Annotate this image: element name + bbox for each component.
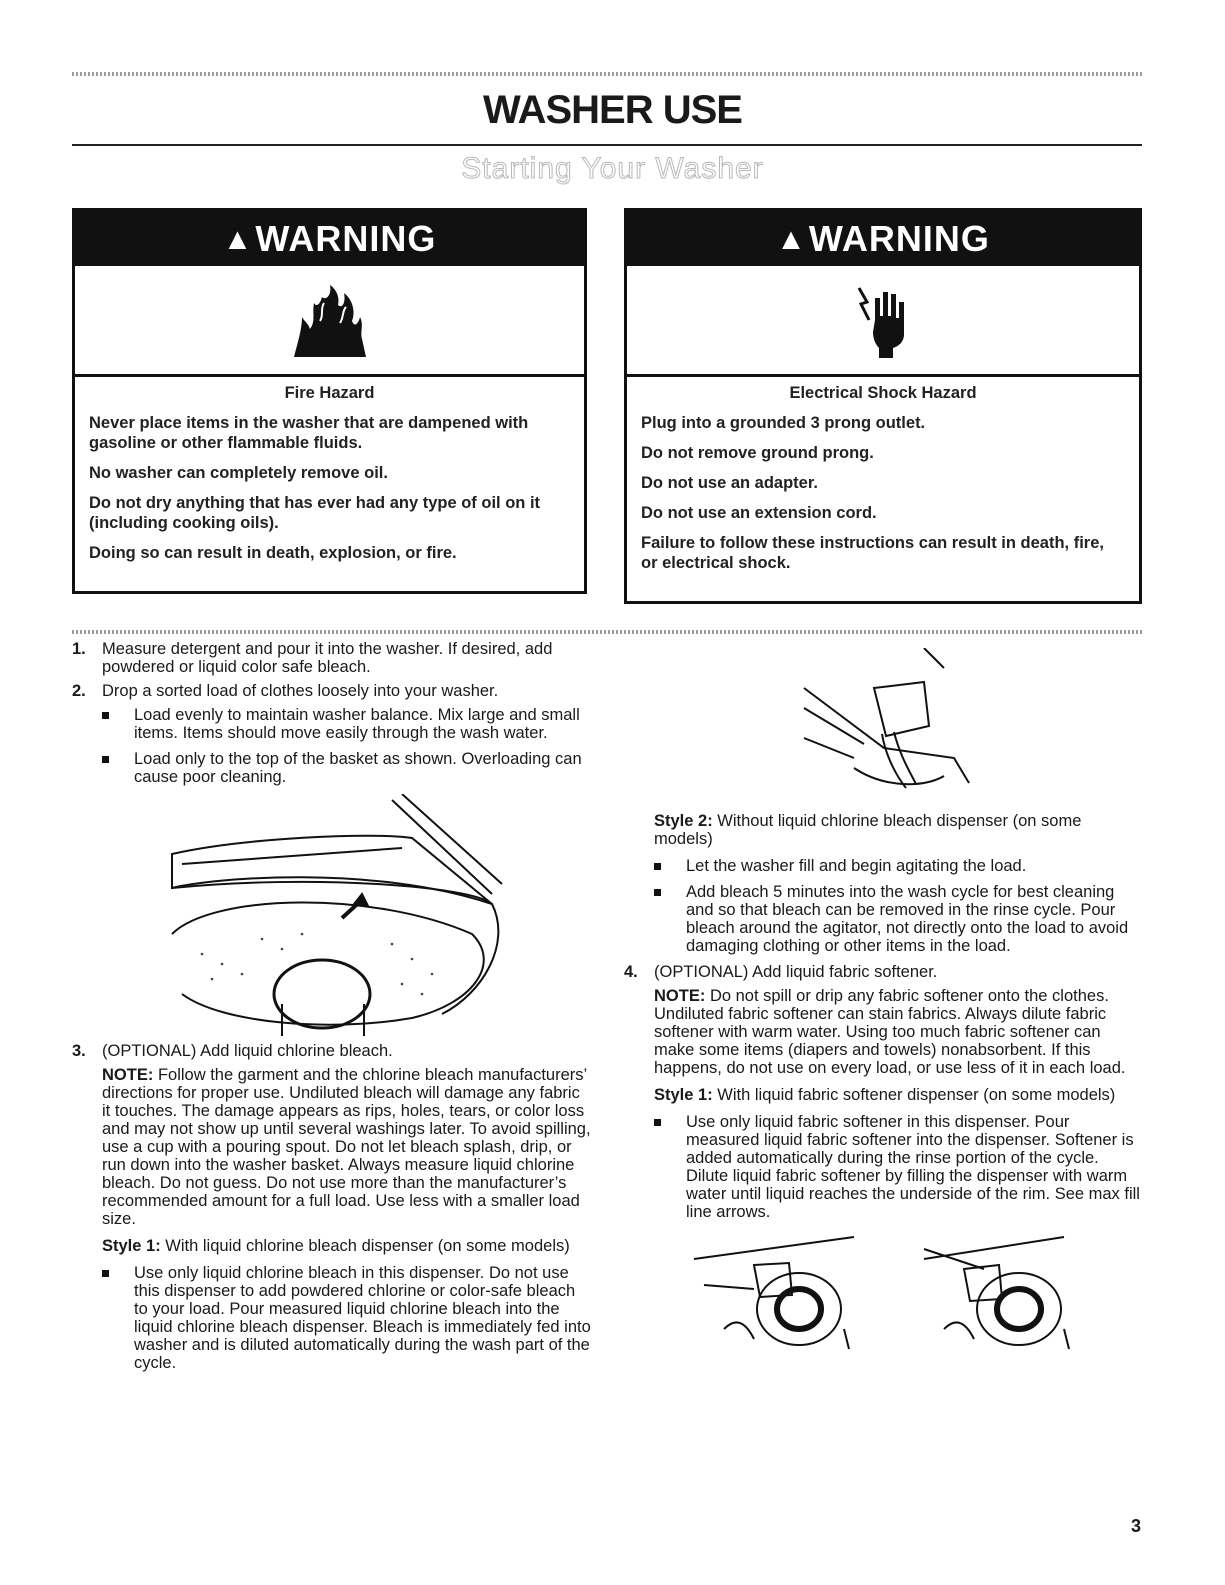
top-dotted-rule: [72, 72, 1142, 76]
warning-triangle-icon: ▲: [222, 223, 254, 256]
electrical-shock-icon: [627, 266, 1139, 377]
warning-line: Doing so can result in death, explosion, or fire.: [89, 544, 457, 562]
bleach-pouring-illustration: [624, 648, 1144, 808]
step-1: 1. Measure detergent and pour it into the washer. If desired, add powdered or liquid color safe bleach.: [72, 640, 553, 676]
step-4: 4. (OPTIONAL) Add liquid fabric softener.: [624, 963, 938, 981]
step-2: 2. Drop a sorted load of clothes loosely into your washer.: [72, 682, 499, 700]
mid-dotted-rule: [72, 630, 1142, 634]
step-4-style-1: Style 1: With liquid fabric softener dispenser (on some models): [654, 1086, 1116, 1104]
step-3-note: NOTE: Follow the garment and the chlorine bleach manufacturers’ directions for proper use. Undiluted bleach will damage any fabric it touches. The damage appears as rips, holes, tears, or color loss and may not show up until several washings later. To avoid spilling, use a cup with a pouring spout. Do not let bleach splash, drip, or run down into the washer basket. Always measure liquid chlorine bleach. Do not guess. Do not use more than the manufacturer’s recommended amount for a full load. Use less with a smaller load size.: [102, 1066, 591, 1228]
step-4-style-1-bullet: Use only liquid fabric softener in this dispenser. Pour measured liquid fabric softener into the dispenser. Softener is added automatically during the rinse portion of the cycle. Dilute liquid fabric softener by filling the dispenser with warm water until liquid reaches the underside of the rim. See max fill line arrows.: [654, 1113, 1144, 1221]
warning-line: Do not use an adapter.: [641, 474, 818, 492]
left-column: [72, 640, 592, 1380]
warning-line: Do not use an extension cord.: [641, 504, 877, 522]
step-3: 3. (OPTIONAL) Add liquid chlorine bleach.: [72, 1042, 393, 1060]
fire-hazard-icon: [75, 266, 584, 377]
fire-warning-box: [72, 208, 587, 594]
step-2-bullet: Load evenly to maintain washer balance. Mix large and small items. Items should move easily through the wash water.: [102, 706, 592, 742]
warning-line: No washer can completely remove oil.: [89, 464, 388, 482]
step-3-style-1: Style 1: With liquid chlorine bleach dispenser (on some models): [102, 1237, 570, 1255]
step-4-note: NOTE: Do not spill or drip any fabric softener onto the clothes. Undiluted fabric softener can stain fabrics. Always dilute fabric softener with warm water. Using too much fabric softener can make some items (diapers and towels) nonabsorbent. If this happens, do not use on every load, or use less of it in each load.: [654, 987, 1126, 1077]
page-title: WASHER USE: [483, 88, 742, 132]
softener-dispenser-illustrations: [624, 1229, 1144, 1359]
washer-basket-illustration: [72, 794, 592, 1038]
step-3-style-1-bullet: Use only liquid chlorine bleach in this dispenser. Do not use this dispenser to add powdered chlorine or color-safe bleach to your load. Pour measured liquid chlorine bleach into the liquid chlorine bleach dispenser. Bleach is immediately fed into washer and is diluted automatically during the wash part of the cycle.: [102, 1264, 592, 1372]
electrical-warning-body: [627, 377, 1139, 573]
warning-triangle-icon: ▲: [776, 223, 807, 256]
right-column: [624, 648, 1144, 1359]
warning-line: Plug into a grounded 3 prong outlet.: [641, 414, 926, 432]
warning-heading: ▲WARNING: [75, 211, 584, 266]
warning-line: Never place items in the washer that are dampened with gasoline or other flammable fluids.: [89, 414, 529, 452]
electrical-hazard-label: Electrical Shock Hazard: [789, 384, 977, 402]
warning-line: Do not remove ground prong.: [641, 444, 874, 462]
section-subtitle: Starting Your Washer: [461, 152, 764, 185]
fire-warning-body: [75, 377, 584, 563]
step-2-bullet: Load only to the top of the basket as shown. Overloading can cause poor cleaning.: [102, 750, 592, 786]
page-number: 3: [1130, 1516, 1141, 1536]
step-3-style-2-bullet: Let the washer fill and begin agitating the load.: [654, 857, 1144, 875]
warning-heading: ▲WARNING: [627, 211, 1139, 266]
title-rule: [72, 144, 1142, 146]
electrical-warning-box: [624, 208, 1142, 604]
warning-line: Failure to follow these instructions can result in death, fire, or electrical shock.: [641, 534, 1104, 572]
warning-line: Do not dry anything that has ever had any type of oil on it (including cooking oils).: [89, 494, 541, 532]
step-3-style-2-bullet: Add bleach 5 minutes into the wash cycle for best cleaning and so that bleach can be removed in the rinse cycle. Pour bleach around the agitator, not directly onto the load to avoid damaging clothing or other items in the load.: [654, 883, 1144, 955]
step-3-style-2: Style 2: Without liquid chlorine bleach dispenser (on some models): [654, 812, 1082, 848]
fire-hazard-label: Fire Hazard: [284, 384, 375, 402]
